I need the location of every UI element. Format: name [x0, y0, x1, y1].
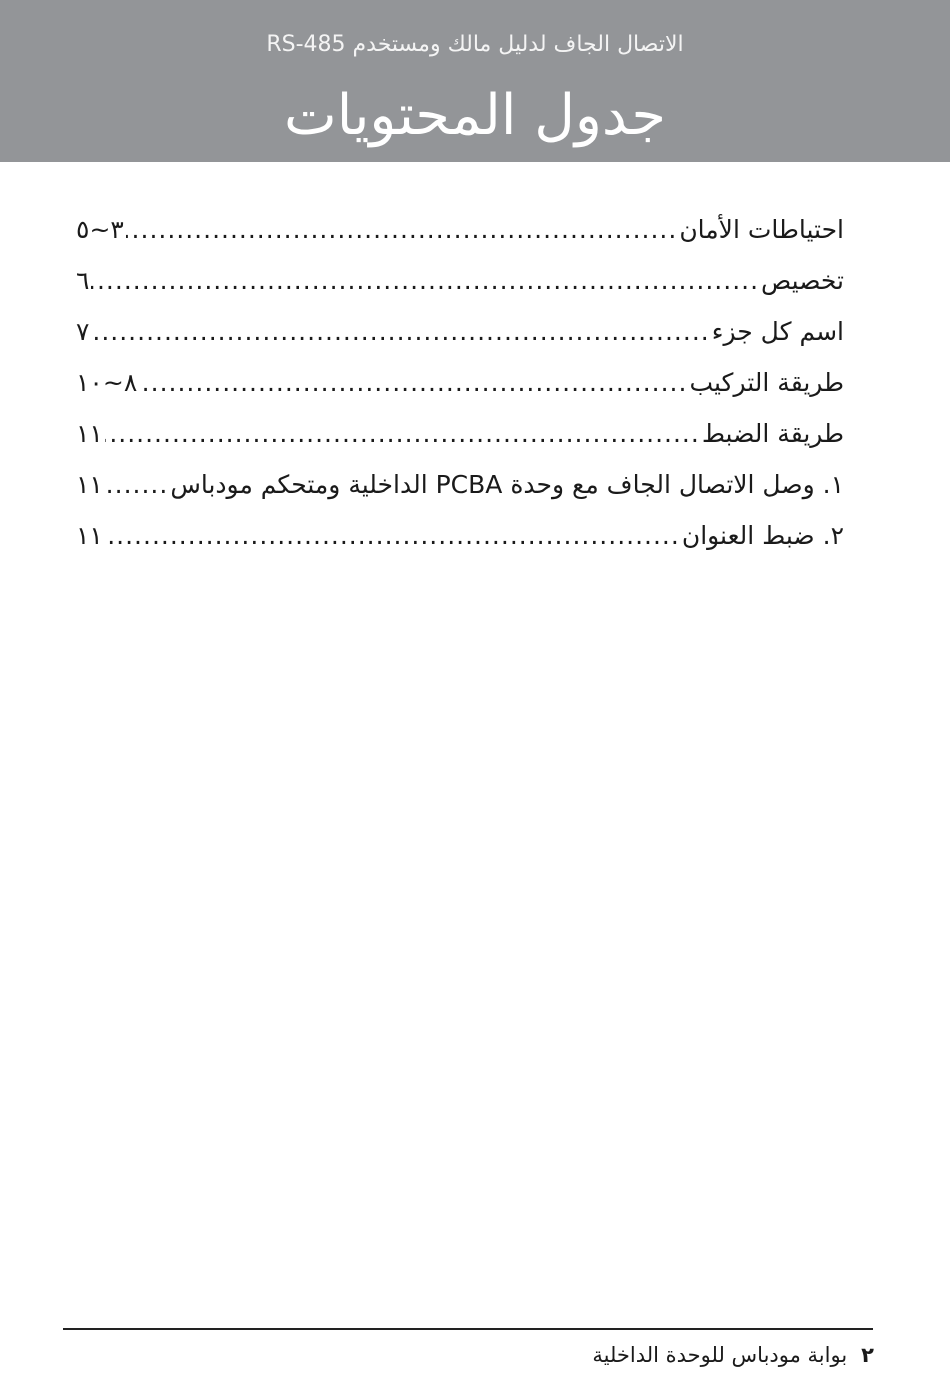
toc-entry-page: ٣~٥ [76, 215, 124, 244]
toc-entry-page: ١١ [76, 419, 103, 448]
toc-entry[interactable] [76, 408, 844, 459]
page-footer [592, 1340, 874, 1370]
footer-text: بوابة مودباس للوحدة الداخلية [592, 1343, 848, 1367]
toc-entry-label: ١. وصل الاتصال الجاف مع وحدة PCBA الداخلية ومتحكم مودباس [170, 470, 844, 499]
toc-entry[interactable] [76, 306, 844, 357]
page-number: ٢ [861, 1343, 874, 1367]
toc-entry-label: تخصيص [761, 266, 844, 295]
toc-entry[interactable] [76, 459, 844, 510]
toc-entry-label: طريقة الضبط [701, 419, 844, 448]
toc-leader-dots [105, 459, 168, 510]
toc-entry[interactable] [76, 204, 844, 255]
toc-entry-page: ٧ [76, 317, 90, 346]
toc-entry[interactable] [76, 510, 844, 561]
toc-entry-label: احتياطات الأمان [679, 215, 844, 244]
toc-entry-page: ١١ [76, 521, 103, 550]
toc-entry-page: ١١ [76, 470, 103, 499]
toc-entry[interactable] [76, 357, 844, 408]
page-title: جدول المحتويات [284, 83, 666, 148]
document-subtitle: الاتصال الجاف لدليل مالك ومستخدم RS-485 [266, 32, 684, 57]
toc-entry[interactable] [76, 255, 844, 306]
toc-leader-dots [126, 204, 677, 255]
toc-entry-label: ٢. ضبط العنوان [681, 521, 844, 550]
page-header [0, 0, 950, 162]
toc-leader-dots [91, 306, 709, 357]
toc-entry-page: ٦ [76, 266, 90, 295]
toc-entry-label: طريقة التركيب [689, 368, 844, 397]
toc-leader-dots [91, 255, 759, 306]
toc-leader-dots [105, 408, 700, 459]
footer-divider [63, 1328, 873, 1330]
toc-leader-dots [139, 357, 687, 408]
toc-leader-dots [105, 510, 680, 561]
table-of-contents [76, 204, 844, 561]
toc-entry-page: ٨~١٠ [76, 368, 138, 397]
toc-entry-label: اسم كل جزء [711, 317, 844, 346]
